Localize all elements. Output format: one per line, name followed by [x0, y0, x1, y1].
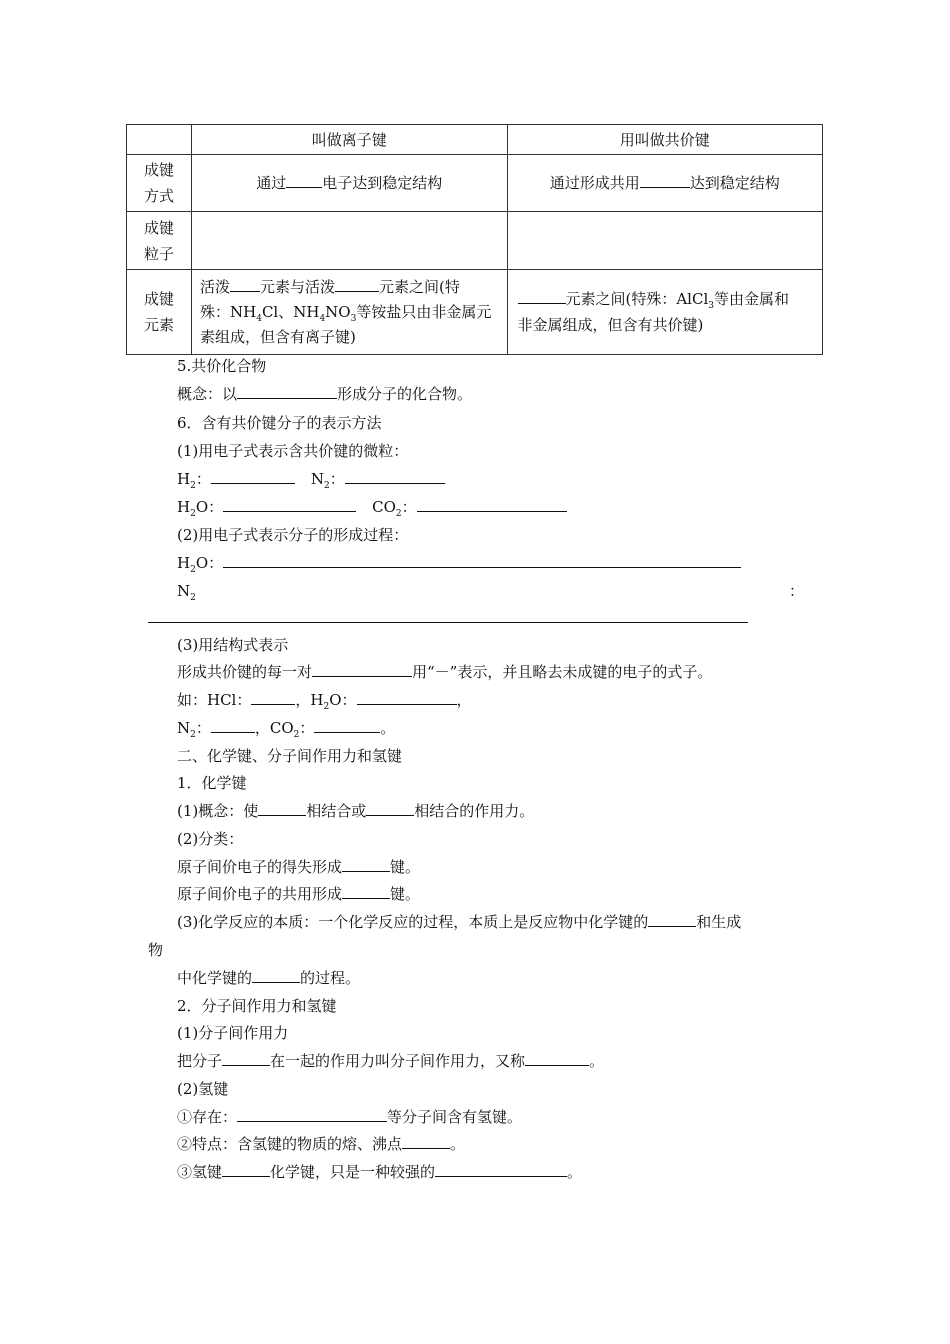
intermolecular-title: 2．分子间作用力和氢键 — [177, 997, 337, 1015]
h2-n2-line: $H_2$： $N_2$： — [177, 468, 445, 490]
structural-formula-rule: 形成共价键的每一对 用“－”表示，并且略去未成键的电子的式子。 — [177, 663, 713, 681]
n2-formation-blank — [148, 622, 748, 623]
structural-example-2: $N_2$： ，$CO_2$： 。 — [177, 719, 396, 740]
row-label-bond-element: 成键 元素 — [127, 270, 192, 355]
covalent-bond-mode: 通过形成共用 达到稳定结构 — [507, 155, 823, 212]
ionic-classification: 原子间价电子的得失形成 键。 — [177, 858, 421, 876]
hydrogen-bond-label: (2)氢键 — [177, 1080, 229, 1098]
classification-label: (2)分类： — [177, 830, 244, 848]
ionic-header: 叫做离子键 — [192, 125, 508, 155]
covalent-compound-concept: 概念：以 形成分子的化合物。 — [177, 385, 473, 403]
part-2-title: 二、化学键、分子间作用力和氢键 — [177, 747, 403, 765]
chemical-bond-concept: (1)概念：使 相结合或 相结合的作用力。 — [177, 802, 535, 820]
intermolecular-force-label: (1)分子间作用力 — [177, 1024, 289, 1042]
intermolecular-force-def: 把分子 在一起的作用力叫分子间作用力，又称 。 — [177, 1052, 605, 1070]
reaction-essence-cont: 中化学键的 的过程。 — [177, 969, 361, 987]
section-6-p3: (3)用结构式表示 — [177, 636, 289, 654]
ionic-bond-element: 活泼 元素与活泼 元素之间(特 殊：$NH_4Cl$、$NH_4NO_3$等铵盐只由非金属元 素组成，但含有离子键) — [192, 270, 508, 355]
ionic-bond-particle — [192, 212, 508, 270]
covalent-header: 用叫做共价键 — [507, 125, 823, 155]
hydrogen-bond-nature: ③氢键 化学键，只是一种较强的 。 — [177, 1163, 583, 1181]
section-6-p1: (1)用电子式表示含共价键的微粒： — [177, 442, 409, 460]
n2-formation-colon: ： — [789, 582, 805, 600]
reaction-essence-wrap: 物 — [148, 941, 164, 959]
covalent-bond-particle — [507, 212, 823, 270]
h2o-formation-line: $H_2O$： — [177, 552, 741, 574]
covalent-classification: 原子间价电子的共用形成 键。 — [177, 885, 421, 903]
hydrogen-bond-existence: ①存在： 等分子间含有氢键。 — [177, 1108, 523, 1126]
row-label-bond-mode: 成键 方式 — [127, 155, 192, 212]
section-6-p2: (2)用电子式表示分子的形成过程： — [177, 526, 409, 544]
corner-cell — [127, 125, 192, 155]
section-6-title: 6．含有共价键分子的表示方法 — [177, 414, 382, 432]
reaction-essence: (3)化学反应的本质：一个化学反应的过程，本质上是反应物中化学键的 和生成 — [177, 913, 742, 931]
hydrogen-bond-feature: ②特点：含氢键的物质的熔、沸点 。 — [177, 1135, 466, 1153]
structural-example-1: 如：HCl： ，$H_2O$： ， — [177, 691, 472, 712]
section-5-title: 5.共价化合物 — [177, 357, 267, 375]
row-label-bond-particle: 成键 粒子 — [127, 212, 192, 270]
h2o-co2-line: $H_2O$： $CO_2$： — [177, 496, 567, 518]
covalent-bond-element: 元素之间(特殊：AlCl$_3$等由金属和 非金属组成，但含有共价键) — [507, 270, 823, 355]
chemical-bond-title: 1．化学键 — [177, 774, 247, 792]
comparison-table — [126, 124, 823, 355]
ionic-bond-mode: 通过 电子达到稳定结构 — [192, 155, 508, 212]
n2-formation-label: $N_2$ — [177, 582, 196, 603]
